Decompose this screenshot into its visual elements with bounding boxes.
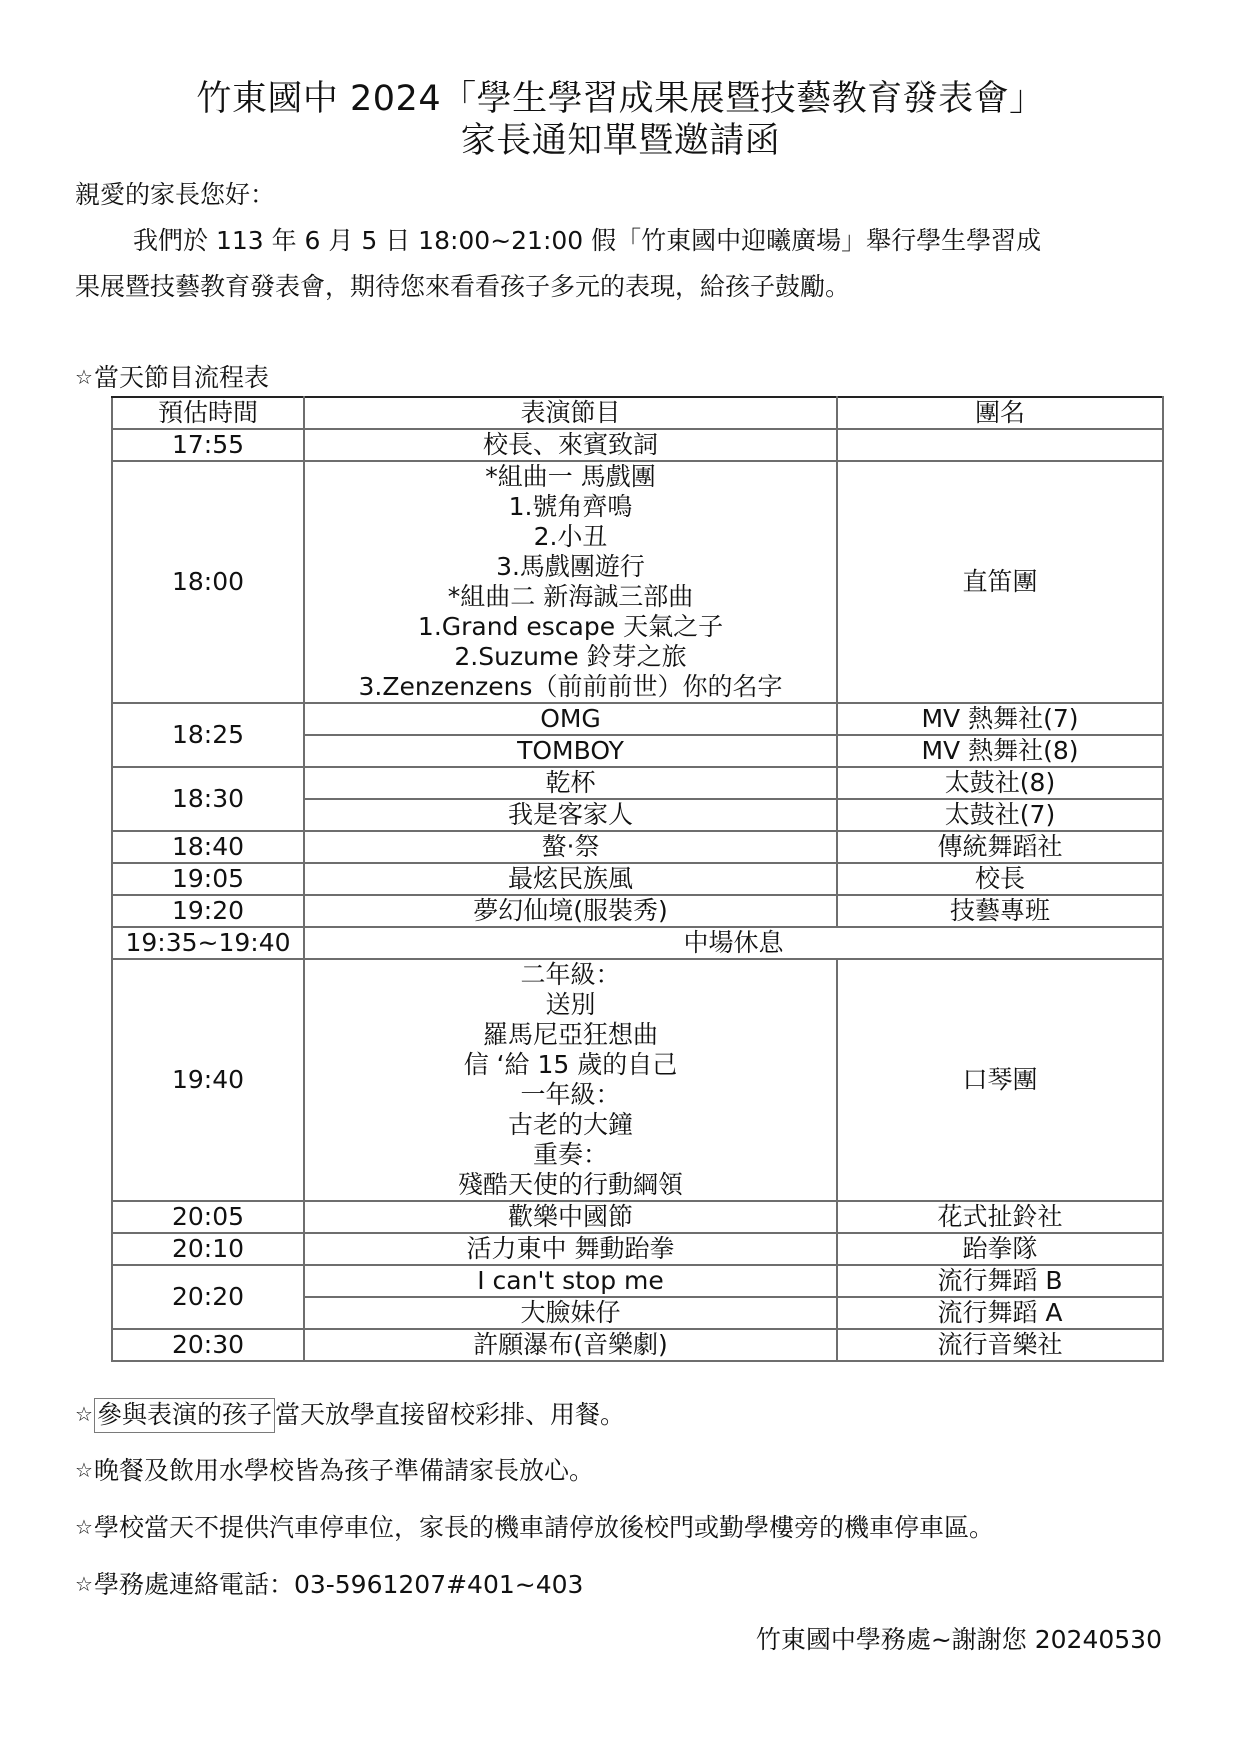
program-line: 殘酷天使的行動綱領 xyxy=(457,1170,683,1199)
column-header-program: 表演節目 xyxy=(304,397,837,429)
program-line: 信 ‘給 15 歲的自己 xyxy=(463,1050,678,1079)
note-text: 當天放學直接留校彩排、用餐。 xyxy=(274,1400,625,1429)
group-cell: 校長 xyxy=(837,863,1163,895)
time-cell: 19:20 xyxy=(112,895,304,927)
document-title: 竹東國中 2024「學生學習成果展暨技藝教育發表會」 xyxy=(196,79,1045,119)
table-row xyxy=(112,429,1163,461)
note-text: 晚餐及飲用水學校皆為孩子準備請家長放心。 xyxy=(93,1456,594,1485)
greeting: 親愛的家長您好： xyxy=(75,180,276,209)
program-line: 3.馬戲團遊行 xyxy=(496,552,645,581)
star-outline-icon: ☆ xyxy=(75,1572,93,1596)
program-line: 二年級： xyxy=(520,960,621,989)
program-line: 重奏： xyxy=(532,1140,608,1169)
program-line: *組曲一 馬戲團 xyxy=(485,462,656,491)
table-row xyxy=(112,1233,1163,1265)
program-line: 送別 xyxy=(545,990,596,1019)
time-cell: 20:10 xyxy=(112,1233,304,1265)
intro-line-1: 我們於 113 年 6 月 5 日 18:00~21:00 假「竹東國中迎曦廣場」舉行學生學習成 xyxy=(133,226,1042,255)
column-header-group: 團名 xyxy=(837,397,1163,429)
table-row xyxy=(112,959,1163,1201)
signature: 竹東國中學務處~謝謝您 20240530 xyxy=(755,1625,1162,1654)
group-cell: MV 熱舞社(8) xyxy=(837,735,1163,767)
table-row-break xyxy=(112,927,1163,959)
time-cell: 19:40 xyxy=(112,959,304,1201)
program-cell: 我是客家人 xyxy=(304,799,837,831)
note-dinner xyxy=(75,1455,594,1486)
program-cell: 歡樂中國節 xyxy=(304,1201,837,1233)
program-line: 一年級： xyxy=(520,1080,621,1109)
schedule-heading-text: 當天節目流程表 xyxy=(93,363,269,392)
program-cell: 許願瀑布(音樂劇) xyxy=(304,1329,837,1361)
column-header-time: 預估時間 xyxy=(112,397,304,429)
table-row xyxy=(112,1265,1163,1297)
time-cell: 19:35~19:40 xyxy=(112,927,304,959)
program-cell: 大臉妹仔 xyxy=(304,1297,837,1329)
program-cell: 螯‧祭 xyxy=(304,831,837,863)
schedule-heading xyxy=(75,362,269,393)
time-cell: 20:05 xyxy=(112,1201,304,1233)
group-cell: 太鼓社(7) xyxy=(837,799,1163,831)
time-cell: 18:25 xyxy=(112,703,304,767)
table-row xyxy=(112,767,1163,799)
star-outline-icon: ☆ xyxy=(75,1402,93,1426)
time-cell: 18:40 xyxy=(112,831,304,863)
star-outline-icon: ☆ xyxy=(75,1458,93,1482)
program-line: 羅馬尼亞狂想曲 xyxy=(482,1020,658,1049)
program-cell: 最炫民族風 xyxy=(304,863,837,895)
program-line: *組曲二 新海誠三部曲 xyxy=(447,582,694,611)
table-header-row xyxy=(112,397,1163,429)
program-line: 2.Suzume 鈴芽之旅 xyxy=(454,642,687,671)
group-cell xyxy=(837,429,1163,461)
time-cell: 20:20 xyxy=(112,1265,304,1329)
program-cell xyxy=(304,959,837,1201)
star-outline-icon: ☆ xyxy=(75,1515,93,1539)
program-cell xyxy=(304,461,837,703)
group-cell: 花式扯鈴社 xyxy=(837,1201,1163,1233)
intro-line-2: 果展暨技藝教育發表會，期待您來看看孩子多元的表現，給孩子鼓勵。 xyxy=(75,272,851,301)
group-cell: MV 熱舞社(7) xyxy=(837,703,1163,735)
program-line: 2.小丑 xyxy=(533,522,608,551)
program-line: 1.Grand escape 天氣之子 xyxy=(417,612,724,641)
table-row xyxy=(112,461,1163,703)
program-cell: 校長、來賓致詞 xyxy=(304,429,837,461)
intermission-cell: 中場休息 xyxy=(304,927,1163,959)
group-cell: 跆拳隊 xyxy=(837,1233,1163,1265)
highlighted-phrase: 參與表演的孩子 xyxy=(94,1398,275,1433)
time-cell: 17:55 xyxy=(112,429,304,461)
program-cell: 活力東中 舞動跆拳 xyxy=(304,1233,837,1265)
group-cell: 流行舞蹈 A xyxy=(837,1297,1163,1329)
program-line: 古老的大鐘 xyxy=(507,1110,633,1139)
group-cell: 流行舞蹈 B xyxy=(837,1265,1163,1297)
program-cell: 夢幻仙境(服裝秀) xyxy=(304,895,837,927)
table-row xyxy=(112,831,1163,863)
time-cell: 18:00 xyxy=(112,461,304,703)
group-cell: 直笛團 xyxy=(837,461,1163,703)
time-cell: 19:05 xyxy=(112,863,304,895)
note-text: 學校當天不提供汽車停車位，家長的機車請停放後校門或勤學樓旁的機車停車區。 xyxy=(93,1513,994,1542)
group-cell: 流行音樂社 xyxy=(837,1329,1163,1361)
time-cell: 18:30 xyxy=(112,767,304,831)
table-row xyxy=(112,703,1163,735)
program-cell: OMG xyxy=(304,703,837,735)
table-row xyxy=(112,895,1163,927)
table-row xyxy=(112,1329,1163,1361)
table-row xyxy=(112,863,1163,895)
note-text: 學務處連絡電話：03-5961207#401~403 xyxy=(93,1570,584,1599)
time-cell: 20:30 xyxy=(112,1329,304,1361)
group-cell: 傳統舞蹈社 xyxy=(837,831,1163,863)
note-rehearsal xyxy=(75,1399,625,1430)
program-line: 3.Zenzenzens（前前前世）你的名字 xyxy=(358,672,783,701)
note-parking xyxy=(75,1512,994,1543)
table-row xyxy=(112,1201,1163,1233)
group-cell: 口琴團 xyxy=(837,959,1163,1201)
star-outline-icon: ☆ xyxy=(75,365,93,389)
note-contact-phone xyxy=(75,1569,583,1600)
program-line: 1.號角齊鳴 xyxy=(508,492,633,521)
program-schedule-table xyxy=(111,396,1164,1362)
program-cell: I can't stop me xyxy=(304,1265,837,1297)
group-cell: 技藝專班 xyxy=(837,895,1163,927)
program-cell: 乾杯 xyxy=(304,767,837,799)
group-cell: 太鼓社(8) xyxy=(837,767,1163,799)
program-cell: TOMBOY xyxy=(304,735,837,767)
document-subtitle: 家長通知單暨邀請函 xyxy=(460,121,781,161)
